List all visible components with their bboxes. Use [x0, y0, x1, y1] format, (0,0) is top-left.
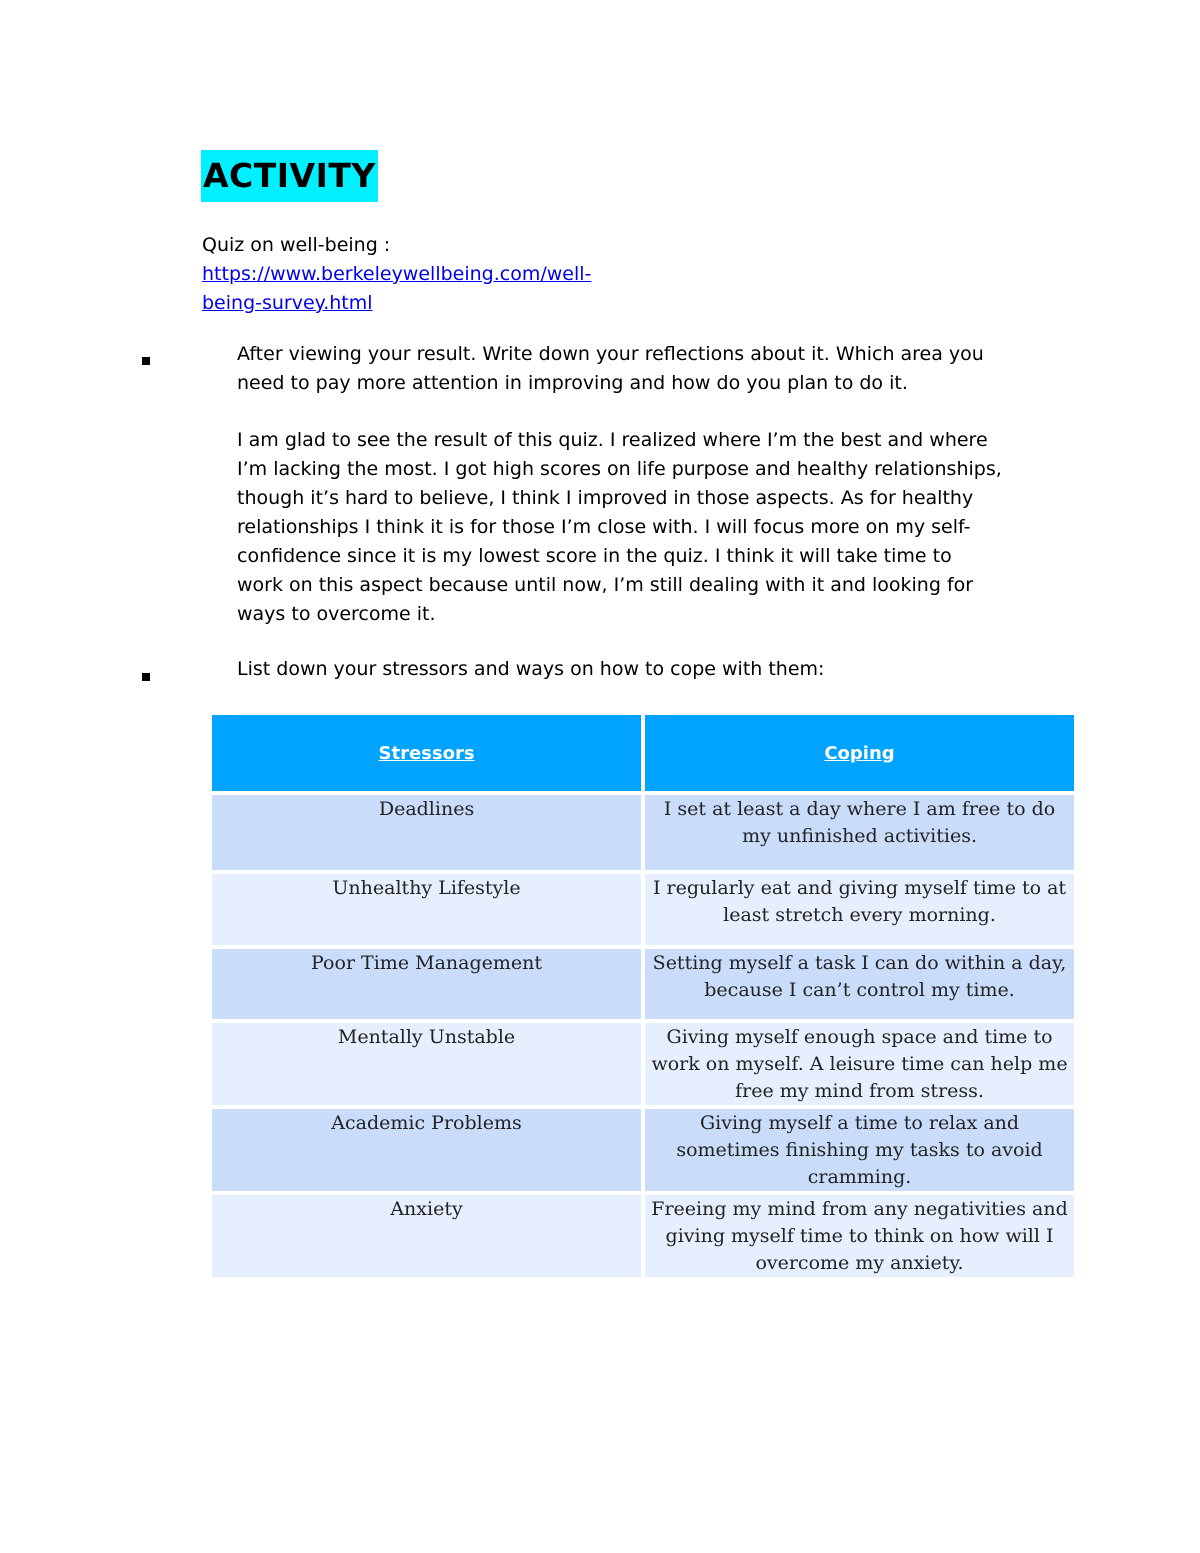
bullet-icon	[142, 673, 150, 681]
stressors-prompt: List down your stressors and ways on how to cope with them:	[237, 658, 825, 680]
quiz-block	[202, 231, 632, 318]
bullet-icon	[142, 357, 150, 365]
stressor-cell: Mentally Unstable	[212, 1023, 641, 1105]
coping-cell: Freeing my mind from any negativities and giving myself time to think on how will I overcome my anxiety.	[645, 1195, 1074, 1277]
quiz-link[interactable]: https://www.berkeleywellbeing.com/well-being-survey.html	[202, 263, 592, 314]
table-row	[212, 1195, 1074, 1277]
table-row	[212, 1109, 1074, 1191]
table-row	[212, 949, 1074, 1019]
table-row	[212, 874, 1074, 945]
stressor-cell: Deadlines	[212, 795, 641, 870]
reflection-prompt: After viewing your result. Write down your reflections about it. Which area you need to pay more attention in improving and how do you plan to do it.	[237, 343, 984, 394]
header-stressors: Stressors	[212, 715, 641, 791]
stressor-cell: Academic Problems	[212, 1109, 641, 1191]
stressors-table	[208, 711, 1078, 1281]
reflection-answer: I am glad to see the result of this quiz. I realized where I’m the best and where I’m lacking the most. I got high scores on life purpose and healthy relationships, though it’s hard to believe, I think I improved in those aspects. As for healthy relationships I think it is for those I’m close with. I will focus more on my self-confidence since it is my lowest score in the quiz. I think it will take time to work on this aspect because until now, I’m still dealing with it and looking for ways to overcome it.	[237, 429, 1002, 625]
coping-cell: I set at least a day where I am free to do my unfinished activities.	[645, 795, 1074, 870]
stressor-cell: Anxiety	[212, 1195, 641, 1277]
coping-cell: Giving myself a time to relax and sometimes finishing my tasks to avoid cramming.	[645, 1109, 1074, 1191]
coping-cell: Setting myself a task I can do within a day, because I can’t control my time.	[645, 949, 1074, 1019]
header-coping: Coping	[645, 715, 1074, 791]
stressor-cell: Unhealthy Lifestyle	[212, 874, 641, 945]
coping-cell: I regularly eat and giving myself time to at least stretch every morning.	[645, 874, 1074, 945]
quiz-label: Quiz on well-being :	[202, 234, 391, 256]
table-row	[212, 1023, 1074, 1105]
stressor-cell: Poor Time Management	[212, 949, 641, 1019]
table-row	[212, 795, 1074, 870]
coping-cell: Giving myself enough space and time to work on myself. A leisure time can help me free my mind from stress.	[645, 1023, 1074, 1105]
activity-heading: ACTIVITY	[201, 150, 378, 202]
